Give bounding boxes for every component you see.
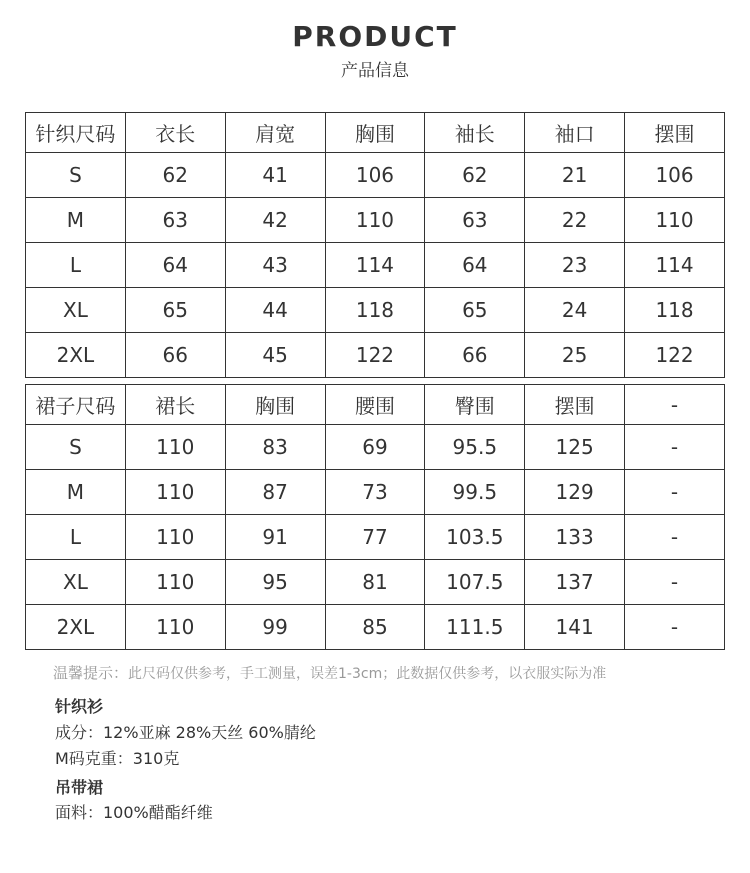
knit-cell: 66 xyxy=(425,333,525,378)
knit-cell: 25 xyxy=(525,333,625,378)
skirt-cell: 125 xyxy=(525,425,625,470)
knit-cell: 45 xyxy=(225,333,325,378)
knit-cell: 106 xyxy=(325,153,425,198)
knit-cell: 110 xyxy=(625,198,725,243)
skirt-cell: 99.5 xyxy=(425,470,525,515)
skirt-header-row xyxy=(26,385,725,425)
table-row xyxy=(26,560,725,605)
skirt-cell: 73 xyxy=(325,470,425,515)
knit-cell: 64 xyxy=(125,243,225,288)
knit-header-cell: 衣长 xyxy=(125,113,225,153)
size-note-label: 温馨提示： xyxy=(53,664,129,682)
knit-cell: M xyxy=(26,198,126,243)
skirt-cell: - xyxy=(625,425,725,470)
skirt-cell: 95 xyxy=(225,560,325,605)
skirt-header-cell: 胸围 xyxy=(225,385,325,425)
skirt-cell: XL xyxy=(26,560,126,605)
table-row xyxy=(26,605,725,650)
skirt-cell: 77 xyxy=(325,515,425,560)
knit-cell: 63 xyxy=(425,198,525,243)
knit-cell: 118 xyxy=(325,288,425,333)
knit-cell: 23 xyxy=(525,243,625,288)
skirt-section-title: 吊带裙 xyxy=(55,778,104,797)
skirt-cell: 107.5 xyxy=(425,560,525,605)
table-row xyxy=(26,515,725,560)
skirt-cell: 87 xyxy=(225,470,325,515)
knit-cell: 65 xyxy=(425,288,525,333)
skirt-header-cell: 裙子尺码 xyxy=(26,385,126,425)
table-row xyxy=(26,243,725,288)
knit-cell: L xyxy=(26,243,126,288)
size-note xyxy=(53,662,606,683)
skirt-cell: 95.5 xyxy=(425,425,525,470)
knit-cell: 122 xyxy=(625,333,725,378)
skirt-header-cell: 摆围 xyxy=(525,385,625,425)
knit-cell: 114 xyxy=(625,243,725,288)
knit-size-table xyxy=(25,112,725,378)
skirt-cell: L xyxy=(26,515,126,560)
knit-cell: 106 xyxy=(625,153,725,198)
knit-cell: 42 xyxy=(225,198,325,243)
skirt-cell: 103.5 xyxy=(425,515,525,560)
knit-cell: 66 xyxy=(125,333,225,378)
knit-cell: XL xyxy=(26,288,126,333)
knit-composition: 成分：12%亚麻 28%天丝 60%腈纶 xyxy=(55,723,316,742)
skirt-cell: 110 xyxy=(125,470,225,515)
knit-cell: 43 xyxy=(225,243,325,288)
knit-cell: 62 xyxy=(425,153,525,198)
skirt-cell: 137 xyxy=(525,560,625,605)
skirt-cell: 133 xyxy=(525,515,625,560)
skirt-cell: 99 xyxy=(225,605,325,650)
skirt-size-table xyxy=(25,384,725,650)
skirt-cell: - xyxy=(625,560,725,605)
table-row xyxy=(26,425,725,470)
knit-cell: 41 xyxy=(225,153,325,198)
knit-cell: 118 xyxy=(625,288,725,333)
knit-header-cell: 袖口 xyxy=(525,113,625,153)
knit-cell: 44 xyxy=(225,288,325,333)
skirt-fabric: 面料：100%醋酯纤维 xyxy=(55,803,213,822)
skirt-cell: 85 xyxy=(325,605,425,650)
knit-cell: 65 xyxy=(125,288,225,333)
skirt-cell: 110 xyxy=(125,560,225,605)
skirt-header-cell: 臀围 xyxy=(425,385,525,425)
page-subtitle: 产品信息 xyxy=(341,61,409,81)
skirt-cell: 83 xyxy=(225,425,325,470)
skirt-cell: 129 xyxy=(525,470,625,515)
table-row xyxy=(26,333,725,378)
skirt-cell: 111.5 xyxy=(425,605,525,650)
page-title: PRODUCT xyxy=(292,20,458,53)
size-note-text: 此尺码仅供参考，手工测量，误差1-3cm；此数据仅供参考，以衣服实际为准 xyxy=(128,666,607,682)
knit-section-title: 针织衫 xyxy=(55,697,104,716)
knit-header-row xyxy=(26,113,725,153)
knit-header-cell: 胸围 xyxy=(325,113,425,153)
table-row xyxy=(26,198,725,243)
knit-header-cell: 肩宽 xyxy=(225,113,325,153)
table-row xyxy=(26,153,725,198)
skirt-header-cell: - xyxy=(625,385,725,425)
knit-cell: 122 xyxy=(325,333,425,378)
skirt-cell: S xyxy=(26,425,126,470)
skirt-cell: 69 xyxy=(325,425,425,470)
knit-cell: 2XL xyxy=(26,333,126,378)
knit-weight: M码克重：310克 xyxy=(55,749,180,768)
knit-cell: 24 xyxy=(525,288,625,333)
skirt-cell: 141 xyxy=(525,605,625,650)
knit-cell: S xyxy=(26,153,126,198)
skirt-cell: 110 xyxy=(125,425,225,470)
table-row xyxy=(26,470,725,515)
knit-header-cell: 袖长 xyxy=(425,113,525,153)
skirt-header-cell: 裙长 xyxy=(125,385,225,425)
skirt-cell: M xyxy=(26,470,126,515)
knit-header-cell: 摆围 xyxy=(625,113,725,153)
skirt-cell: - xyxy=(625,515,725,560)
knit-header-cell: 针织尺码 xyxy=(26,113,126,153)
knit-cell: 64 xyxy=(425,243,525,288)
skirt-cell: 81 xyxy=(325,560,425,605)
knit-cell: 22 xyxy=(525,198,625,243)
skirt-cell: - xyxy=(625,605,725,650)
skirt-header-cell: 腰围 xyxy=(325,385,425,425)
knit-cell: 62 xyxy=(125,153,225,198)
skirt-cell: 2XL xyxy=(26,605,126,650)
skirt-cell: 110 xyxy=(125,515,225,560)
knit-cell: 110 xyxy=(325,198,425,243)
knit-cell: 63 xyxy=(125,198,225,243)
table-row xyxy=(26,288,725,333)
knit-cell: 21 xyxy=(525,153,625,198)
skirt-cell: 110 xyxy=(125,605,225,650)
skirt-cell: - xyxy=(625,470,725,515)
knit-cell: 114 xyxy=(325,243,425,288)
skirt-cell: 91 xyxy=(225,515,325,560)
